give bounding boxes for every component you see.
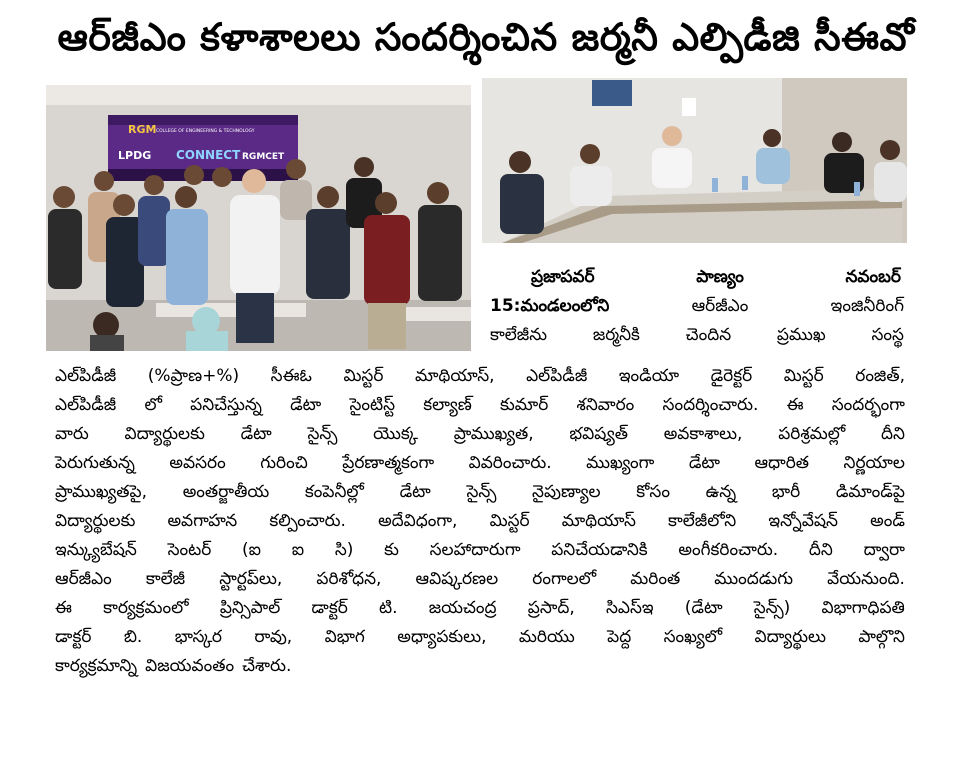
article-word: అవసరం	[169, 453, 226, 473]
article-word: చెందిన	[685, 325, 732, 345]
article-word: అండ్	[870, 511, 905, 531]
article-word: కార్యక్రమంలో	[103, 598, 189, 618]
article-word: కుమార్	[500, 395, 549, 415]
article-line	[55, 449, 905, 478]
article-word: ఆర్‌జీఎం	[55, 569, 112, 589]
article-word: మిస్టర్	[343, 366, 384, 386]
article-word: ఎల్‌పిడీజీ	[55, 366, 117, 386]
article-word: కల్యాణ్	[423, 395, 472, 415]
article-word: ఆధారిత	[754, 453, 810, 473]
article-word: రంగాలలో	[532, 569, 597, 589]
article-word: సైన్స్	[307, 424, 338, 444]
article-word: ఆర్‌జీఎం	[691, 296, 749, 316]
article-word: విజయవంతం	[145, 656, 235, 676]
article-word: రావు,	[254, 627, 293, 647]
article-word: గురించి	[260, 453, 308, 473]
banner-college-line: COLLEGE OF ENGINEERING & TECHNOLOGY	[156, 129, 255, 134]
article-word: సైన్స్	[466, 482, 497, 502]
article-word: ముఖ్యంగా	[586, 453, 655, 473]
article-word: పాల్గొని	[858, 627, 905, 647]
article-word: ద్వారా	[863, 540, 905, 560]
article-word: భాస్కర	[174, 627, 223, 647]
article-line	[55, 478, 905, 507]
article-word: సీఈఓ	[270, 366, 312, 386]
article-word: డేటా	[290, 395, 322, 415]
article-word: ఎల్‌పిడీజీ	[526, 366, 588, 386]
article-word: ఆవిష్కరణల	[415, 569, 499, 589]
article-word: సైన్స్)	[753, 598, 791, 618]
banner-brand: RGM	[128, 123, 157, 136]
article-word: డేటా	[688, 453, 720, 473]
article-word: ఇండియా	[618, 366, 680, 386]
article-word: పనిచేయడానికి	[551, 540, 648, 560]
article-word: డేటా	[240, 424, 272, 444]
article-word: కాలేజీలోని	[668, 511, 737, 531]
article-line	[55, 536, 905, 565]
article-word: సెంటర్	[167, 540, 212, 560]
article-word: ప్రాముఖ్యతపై,	[55, 482, 148, 502]
article-line	[55, 507, 905, 536]
article-word: నైపుణ్యాల	[532, 482, 601, 502]
article-word: ఈ	[786, 395, 804, 415]
dateline	[531, 262, 901, 292]
article-word: కార్యక్రమాన్ని	[55, 656, 138, 676]
meeting-photo	[482, 78, 907, 243]
article-line	[55, 594, 905, 623]
article-word: మాథియాస్	[561, 511, 636, 531]
article-word: జయచంద్ర	[428, 598, 497, 618]
banner-tag-lpdg: LPDG	[118, 149, 152, 162]
article-word: విభాగాధిపతి	[821, 598, 905, 618]
headline: ఆర్‌జీఎం కళాశాలలు సందర్శించిన జర్మనీ ఎల్పిడీజి సీఈవో	[57, 15, 915, 59]
dateline-month: నవంబర్	[845, 267, 901, 287]
article-word: సలహాదారుగా	[429, 540, 521, 560]
article-word: సి)	[334, 540, 354, 560]
article-word: మిస్టర్	[489, 511, 530, 531]
article-word: భవిష్యత్	[569, 424, 628, 444]
article-word: డాక్టర్	[55, 627, 92, 647]
article-word: కోసం	[636, 482, 670, 502]
article-word: అధ్యాపకులు,	[397, 627, 487, 647]
article-word: మరియు	[518, 627, 575, 647]
article-word: దీని	[808, 540, 833, 560]
article-word: ఇన్నోవేషన్	[768, 511, 838, 531]
banner-tag-connect: CONNECT	[176, 148, 241, 162]
article-line	[490, 292, 904, 321]
article-word: వేయనుంది.	[827, 569, 905, 589]
banner-tag-rgmcet: RGMCET	[242, 152, 285, 162]
article-word: మాథియాస్,	[414, 366, 495, 386]
article-word: సందర్భంగా	[831, 395, 905, 415]
article-word: కల్పించారు.	[269, 511, 346, 531]
article-word: లో	[144, 395, 162, 415]
article-word: ముందడుగు	[714, 569, 794, 589]
article-word: డేటా	[399, 482, 431, 502]
article-word: సందర్శించారు.	[662, 395, 759, 415]
article-word: మరింత	[630, 569, 681, 589]
article-word: బి.	[123, 627, 143, 647]
article-word: పరిశోధన,	[316, 569, 382, 589]
article-line	[55, 565, 905, 594]
article-word: డిమాండ్‌పై	[835, 482, 905, 502]
article-word: భారీ	[771, 482, 801, 502]
article-word: అదేవిధంగా,	[378, 511, 458, 531]
article-word: విద్యార్థులకు	[124, 424, 205, 444]
article-word: ప్రాముఖ్యత,	[453, 424, 534, 444]
article-word: సిఎస్ఇ	[605, 598, 654, 618]
article-line	[55, 362, 905, 391]
article-word: సంస్థ	[871, 325, 904, 345]
article-intro	[490, 292, 904, 358]
article-word: డైరెక్టర్	[710, 366, 753, 386]
article-word: అంగీకరించారు.	[678, 540, 779, 560]
article-word: వివరించారు.	[468, 453, 552, 473]
article-word: ఇంజినీరింగ్	[830, 296, 904, 316]
article-word: ప్రిన్సిపాల్	[219, 598, 281, 618]
article-word: పనిచేస్తున్న	[190, 395, 262, 415]
article-word: విభాగ	[324, 627, 365, 647]
article-word: 15:మండలంలోని	[490, 296, 610, 316]
article-word: పెరుగుతున్న	[55, 453, 135, 473]
article-word: టి.	[379, 598, 398, 618]
article-word: ప్రేరణాత్మకంగా	[342, 453, 435, 473]
article-word: ఐ	[291, 540, 305, 560]
article-word: ప్రముఖ	[776, 325, 826, 345]
article-word: ఉన్న	[705, 482, 737, 502]
article-word: ఇన్క్యుబేషన్	[55, 540, 137, 560]
article-word: అవకాశాలు,	[663, 424, 743, 444]
article-word: ప్రసాద్,	[527, 598, 575, 618]
article-line	[490, 321, 904, 350]
article-word: చేశారు.	[242, 656, 292, 676]
wall-sign	[592, 80, 632, 106]
article-line	[55, 623, 905, 652]
article-word: సంఖ్యలో	[663, 627, 723, 647]
dateline-place: పాణ్యం	[696, 267, 744, 287]
article-line	[55, 420, 905, 449]
article-word: ఈ	[55, 598, 72, 618]
article-word: అవగాహన	[167, 511, 238, 531]
article-word: కు	[384, 540, 399, 560]
article-word: విద్యార్థులు	[754, 627, 826, 647]
article-word: కాలేజీను	[490, 325, 548, 345]
article-word: కంపెనీల్లో	[304, 482, 364, 502]
article-word: (%ప్రాణ+%)	[147, 366, 240, 386]
article-word: డాక్టర్	[311, 598, 348, 618]
article-word: స్టార్టప్‌లు,	[219, 569, 283, 589]
article-word: పరిశ్రమల్లో	[778, 424, 846, 444]
article-body	[55, 362, 905, 762]
article-word: ఎల్‌పిడీజీ	[55, 395, 117, 415]
article-word: సైంటిస్ట్	[349, 395, 396, 415]
article-word: జర్మనీకి	[592, 325, 640, 345]
article-word: మిస్టర్	[783, 366, 824, 386]
group-photo	[46, 85, 471, 351]
article-word: యొక్క	[373, 424, 418, 444]
article-word: వారు	[55, 424, 89, 444]
article-word: (డేటా	[684, 598, 723, 618]
article-word: (ఐ	[242, 540, 262, 560]
article-word: విద్యార్థులకు	[55, 511, 136, 531]
article-word: పెద్ద	[607, 627, 632, 647]
article-word: అంతర్జాతీయ	[182, 482, 270, 502]
article-word: దీని	[880, 424, 905, 444]
article-word: రంజిత్,	[855, 366, 905, 386]
article-line	[55, 652, 905, 681]
dateline-source: ప్రజాపవర్	[531, 267, 595, 287]
article-word: నిర్ణయాల	[843, 453, 905, 473]
article-word: శనివారం	[576, 395, 635, 415]
article-line	[55, 391, 905, 420]
article-word: కాలేజీ	[145, 569, 186, 589]
